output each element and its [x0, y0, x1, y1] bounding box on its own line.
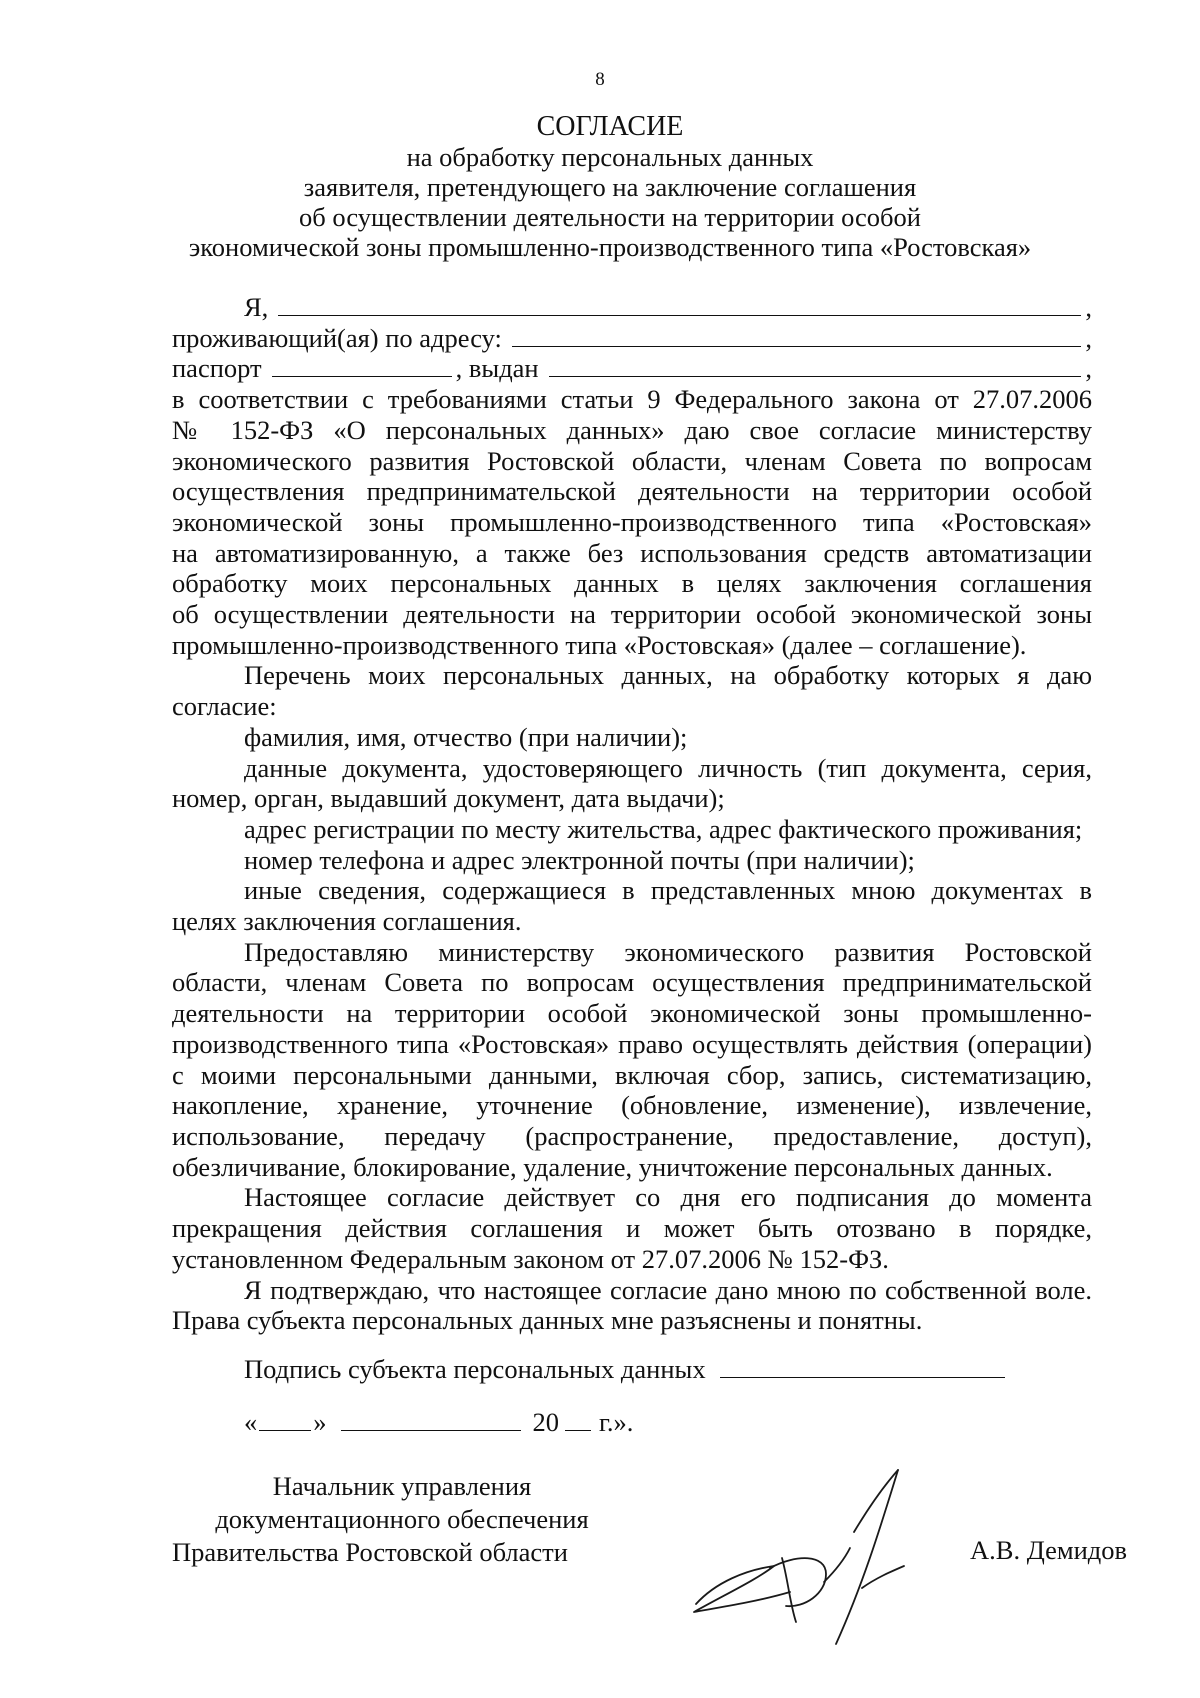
list-item: фамилия, имя, отчество (при наличии); — [244, 721, 688, 752]
list-item: адрес регистрации по месту жительства, адрес фактического проживания; — [244, 813, 1083, 844]
position-line: Начальник управления — [272, 1471, 532, 1501]
passport-line — [172, 353, 1092, 384]
subject-signature-line — [244, 1354, 1005, 1385]
data-list-intro: Перечень моих персональных данных, на обработку которых я даю согласие: — [172, 660, 1092, 722]
name-blank[interactable] — [278, 314, 1081, 316]
rights-paragraph: Предоставляю министерству экономического развития Ростовской области, членам Совета по вопросам осуществления предпринимательской деятельности на территории особой экономической зоны промышленно-производственного типа «Ростовская» право осуществлять действия (операции) с моими персональными данными, включая сбор, запись, систематизацию, накопление, хранение, уточнение (обновление, изменение), извлечение, использование, передачу (распространение, предоставление, доступ), обезличивание, блокирование, удаление, уничтожение персональных данных. — [172, 936, 1092, 1182]
document-heading — [160, 112, 1060, 262]
consent-paragraph-line: экономической зоны промышленно-производственного типа «Ростовская» — [172, 506, 1092, 537]
issued-blank[interactable] — [549, 375, 1082, 377]
subtitle-line: экономической зоны промышленно-производственного типа «Ростовская» — [188, 232, 1032, 262]
document-body — [172, 292, 1092, 1336]
comma: , — [1085, 292, 1092, 322]
name-line — [172, 292, 1092, 323]
signer-name: А.В. Демидов — [970, 1535, 1128, 1565]
official-position — [172, 1470, 632, 1569]
confirmation-paragraph: Я подтверждаю, что настоящее согласие дано мною по собственной воле. Права субъекта персональных данных мне разъяснены и понятны. — [172, 1274, 1092, 1336]
year-suffix: г.». — [599, 1407, 634, 1437]
address-line — [172, 323, 1092, 354]
date-close-quote: » — [313, 1407, 327, 1437]
month-blank[interactable] — [341, 1429, 521, 1431]
comma: , — [1085, 353, 1092, 384]
list-item: иные сведения, содержащиеся в представленных мною документах в целях заключения соглашения. — [172, 875, 1092, 937]
year-prefix: 20 — [532, 1407, 559, 1437]
passport-label: паспорт — [172, 353, 262, 384]
address-label: проживающий(ая) по адресу: — [172, 322, 502, 353]
subtitle-line: на обработку персональных данных — [406, 142, 814, 172]
issued-label: , выдан — [455, 353, 539, 384]
position-line: документационного обеспечения — [215, 1504, 589, 1534]
year-blank[interactable] — [565, 1429, 591, 1431]
date-open-quote: « — [244, 1407, 258, 1437]
consent-paragraph-line: осуществления предпринимательской деятельности на территории особой — [172, 476, 1092, 507]
name-prefix: Я, — [244, 292, 269, 322]
subject-signature-label: Подпись субъекта персональных данных — [244, 1354, 706, 1384]
subtitle-line: заявителя, претендующего на заключение соглашения — [303, 172, 917, 202]
consent-paragraph-line: № 152-ФЗ «О персональных данных» даю свое согласие министерству — [172, 414, 1092, 445]
consent-paragraph-line: об осуществлении деятельности на территории особой экономической зоны — [172, 599, 1092, 630]
consent-paragraph-line: на автоматизированную, а также без использования средств автоматизации — [172, 537, 1092, 568]
consent-paragraph-line: промышленно-производственного типа «Ростовская» (далее – соглашение). — [172, 629, 1027, 660]
date-line — [244, 1407, 633, 1438]
consent-paragraph-line: в соответствии с требованиями статьи 9 Федерального закона от 27.07.2006 — [172, 384, 1092, 415]
list-item: данные документа, удостоверяющего личность (тип документа, серия, номер, орган, выдавший документ, дата выдачи); — [172, 752, 1092, 814]
position-line: Правительства Ростовской области — [172, 1537, 568, 1567]
subject-signature-blank[interactable] — [720, 1376, 1005, 1378]
day-blank[interactable] — [259, 1429, 311, 1431]
list-item: номер телефона и адрес электронной почты (при наличии); — [244, 844, 915, 875]
consent-paragraph-line: экономического развития Ростовской области, членам Совета по вопросам — [172, 445, 1092, 476]
page-number: 8 — [595, 69, 605, 90]
handwritten-signature — [686, 1462, 936, 1652]
document-title: СОГЛАСИЕ — [536, 111, 684, 142]
passport-blank[interactable] — [272, 375, 452, 377]
validity-paragraph: Настоящее согласие действует со дня его подписания до момента прекращения действия соглашения и может быть отозвано в порядке, установленном Федеральным законом от 27.07.2006 № 152-ФЗ. — [172, 1182, 1092, 1274]
consent-paragraph-line: обработку моих персональных данных в целях заключения соглашения — [172, 568, 1092, 599]
subtitle-line: об осуществлении деятельности на территории особой — [299, 202, 921, 232]
address-blank[interactable] — [512, 345, 1081, 347]
comma: , — [1085, 322, 1092, 353]
